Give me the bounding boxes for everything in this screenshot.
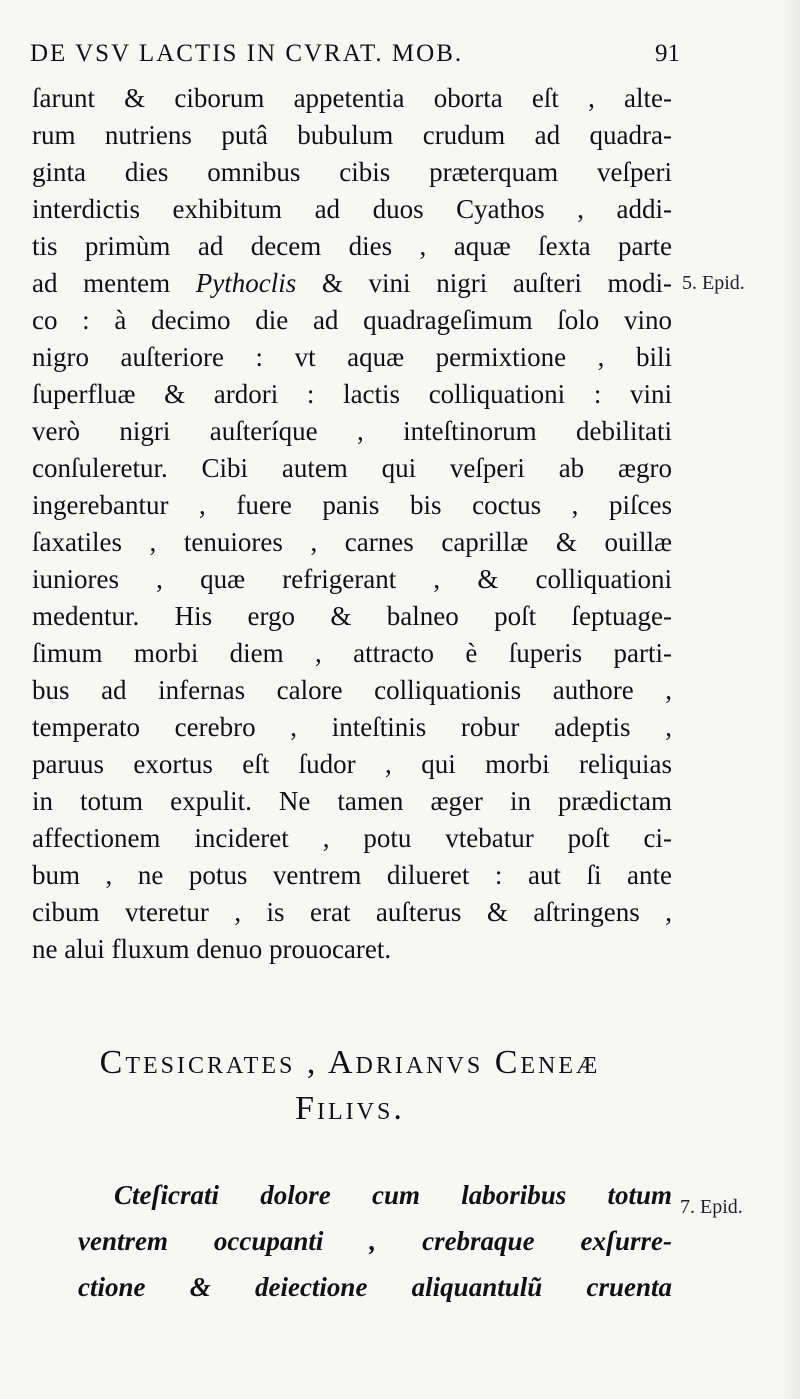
italic-paragraph xyxy=(78,1172,672,1310)
text-line: affectionem incideret , potu vtebatur poſt ci- xyxy=(32,823,672,853)
text-line: temperato cerebro , inteſtinis robur adeptis , xyxy=(32,712,672,742)
running-head-title: DE VSV LACTIS IN CVRAT. MOB. xyxy=(30,40,464,67)
text-line: conſuleretur. Cibi autem qui veſperi ab ægro xyxy=(32,453,672,483)
text-line: bus ad infernas calore colliquationis authore , xyxy=(32,675,672,705)
italic-line: ctione & deiectione aliquantulũ cruenta xyxy=(78,1272,672,1302)
body-text xyxy=(32,80,672,968)
text-line: verò nigri auſteríque , inteſtinorum debilitati xyxy=(32,416,672,446)
running-head xyxy=(30,40,680,68)
text-line: paruus exortus eſt ſudor , qui morbi reliquias xyxy=(32,749,672,779)
margin-note-epid-5: 5. Epid. xyxy=(682,272,745,294)
text-line: ginta dies omnibus cibis præterquam veſperi xyxy=(32,157,672,187)
text-line: ſimum morbi diem , attracto è ſuperis parti- xyxy=(32,638,672,668)
italic-line: Cteſicrati dolore cum laboribus totum xyxy=(114,1180,672,1210)
section-heading-line-2: Filivs. xyxy=(295,1090,405,1127)
text-line: ne alui fluxum denuo prouocaret. xyxy=(32,934,392,964)
text-line-with-italic: ad mentem Pythoclis & vini nigri auſteri modi- xyxy=(32,268,672,298)
text-line: medentur. His ergo & balneo poſt ſeptuage- xyxy=(32,601,672,631)
section-heading xyxy=(30,1040,670,1132)
text-line: interdictis exhibitum ad duos Cyathos , addi- xyxy=(32,194,672,224)
text-line: co : à decimo die ad quadrageſimum ſolo vino xyxy=(32,305,672,335)
page-edge-shadow xyxy=(782,0,800,1399)
text-line: iuniores , quæ refrigerant , & colliquationi xyxy=(32,564,672,594)
text-line: ingerebantur , fuere panis bis coctus , piſces xyxy=(32,490,672,520)
section-heading-line-1: Ctesicrates , Adrianvs Ceneæ xyxy=(99,1044,601,1081)
text-line: ſaxatiles , tenuiores , carnes caprillæ & ouillæ xyxy=(32,527,672,557)
text-line: tis primùm ad decem dies , aquæ ſexta parte xyxy=(32,231,672,261)
page-number: 91 xyxy=(655,40,680,67)
margin-note-epid-7: 7. Epid. xyxy=(680,1196,743,1218)
text-line: ſarunt & ciborum appetentia oborta eſt , alte- xyxy=(32,83,672,113)
text-line: rum nutriens putâ bubulum crudum ad quadra- xyxy=(32,120,672,150)
text-line: ſuperfluæ & ardori : lactis colliquationi : vini xyxy=(32,379,672,409)
text-line: cibum vteretur , is erat auſterus & aſtringens , xyxy=(32,897,672,927)
text-line: bum , ne potus ventrem dilueret : aut ſi ante xyxy=(32,860,672,890)
italic-name: Pythoclis xyxy=(195,268,297,298)
italic-line: ventrem occupanti , crebraque exſurre- xyxy=(78,1226,672,1256)
text-line: in totum expulit. Ne tamen æger in prædictam xyxy=(32,786,672,816)
text-line: nigro auſteriore : vt aquæ permixtione , bili xyxy=(32,342,672,372)
